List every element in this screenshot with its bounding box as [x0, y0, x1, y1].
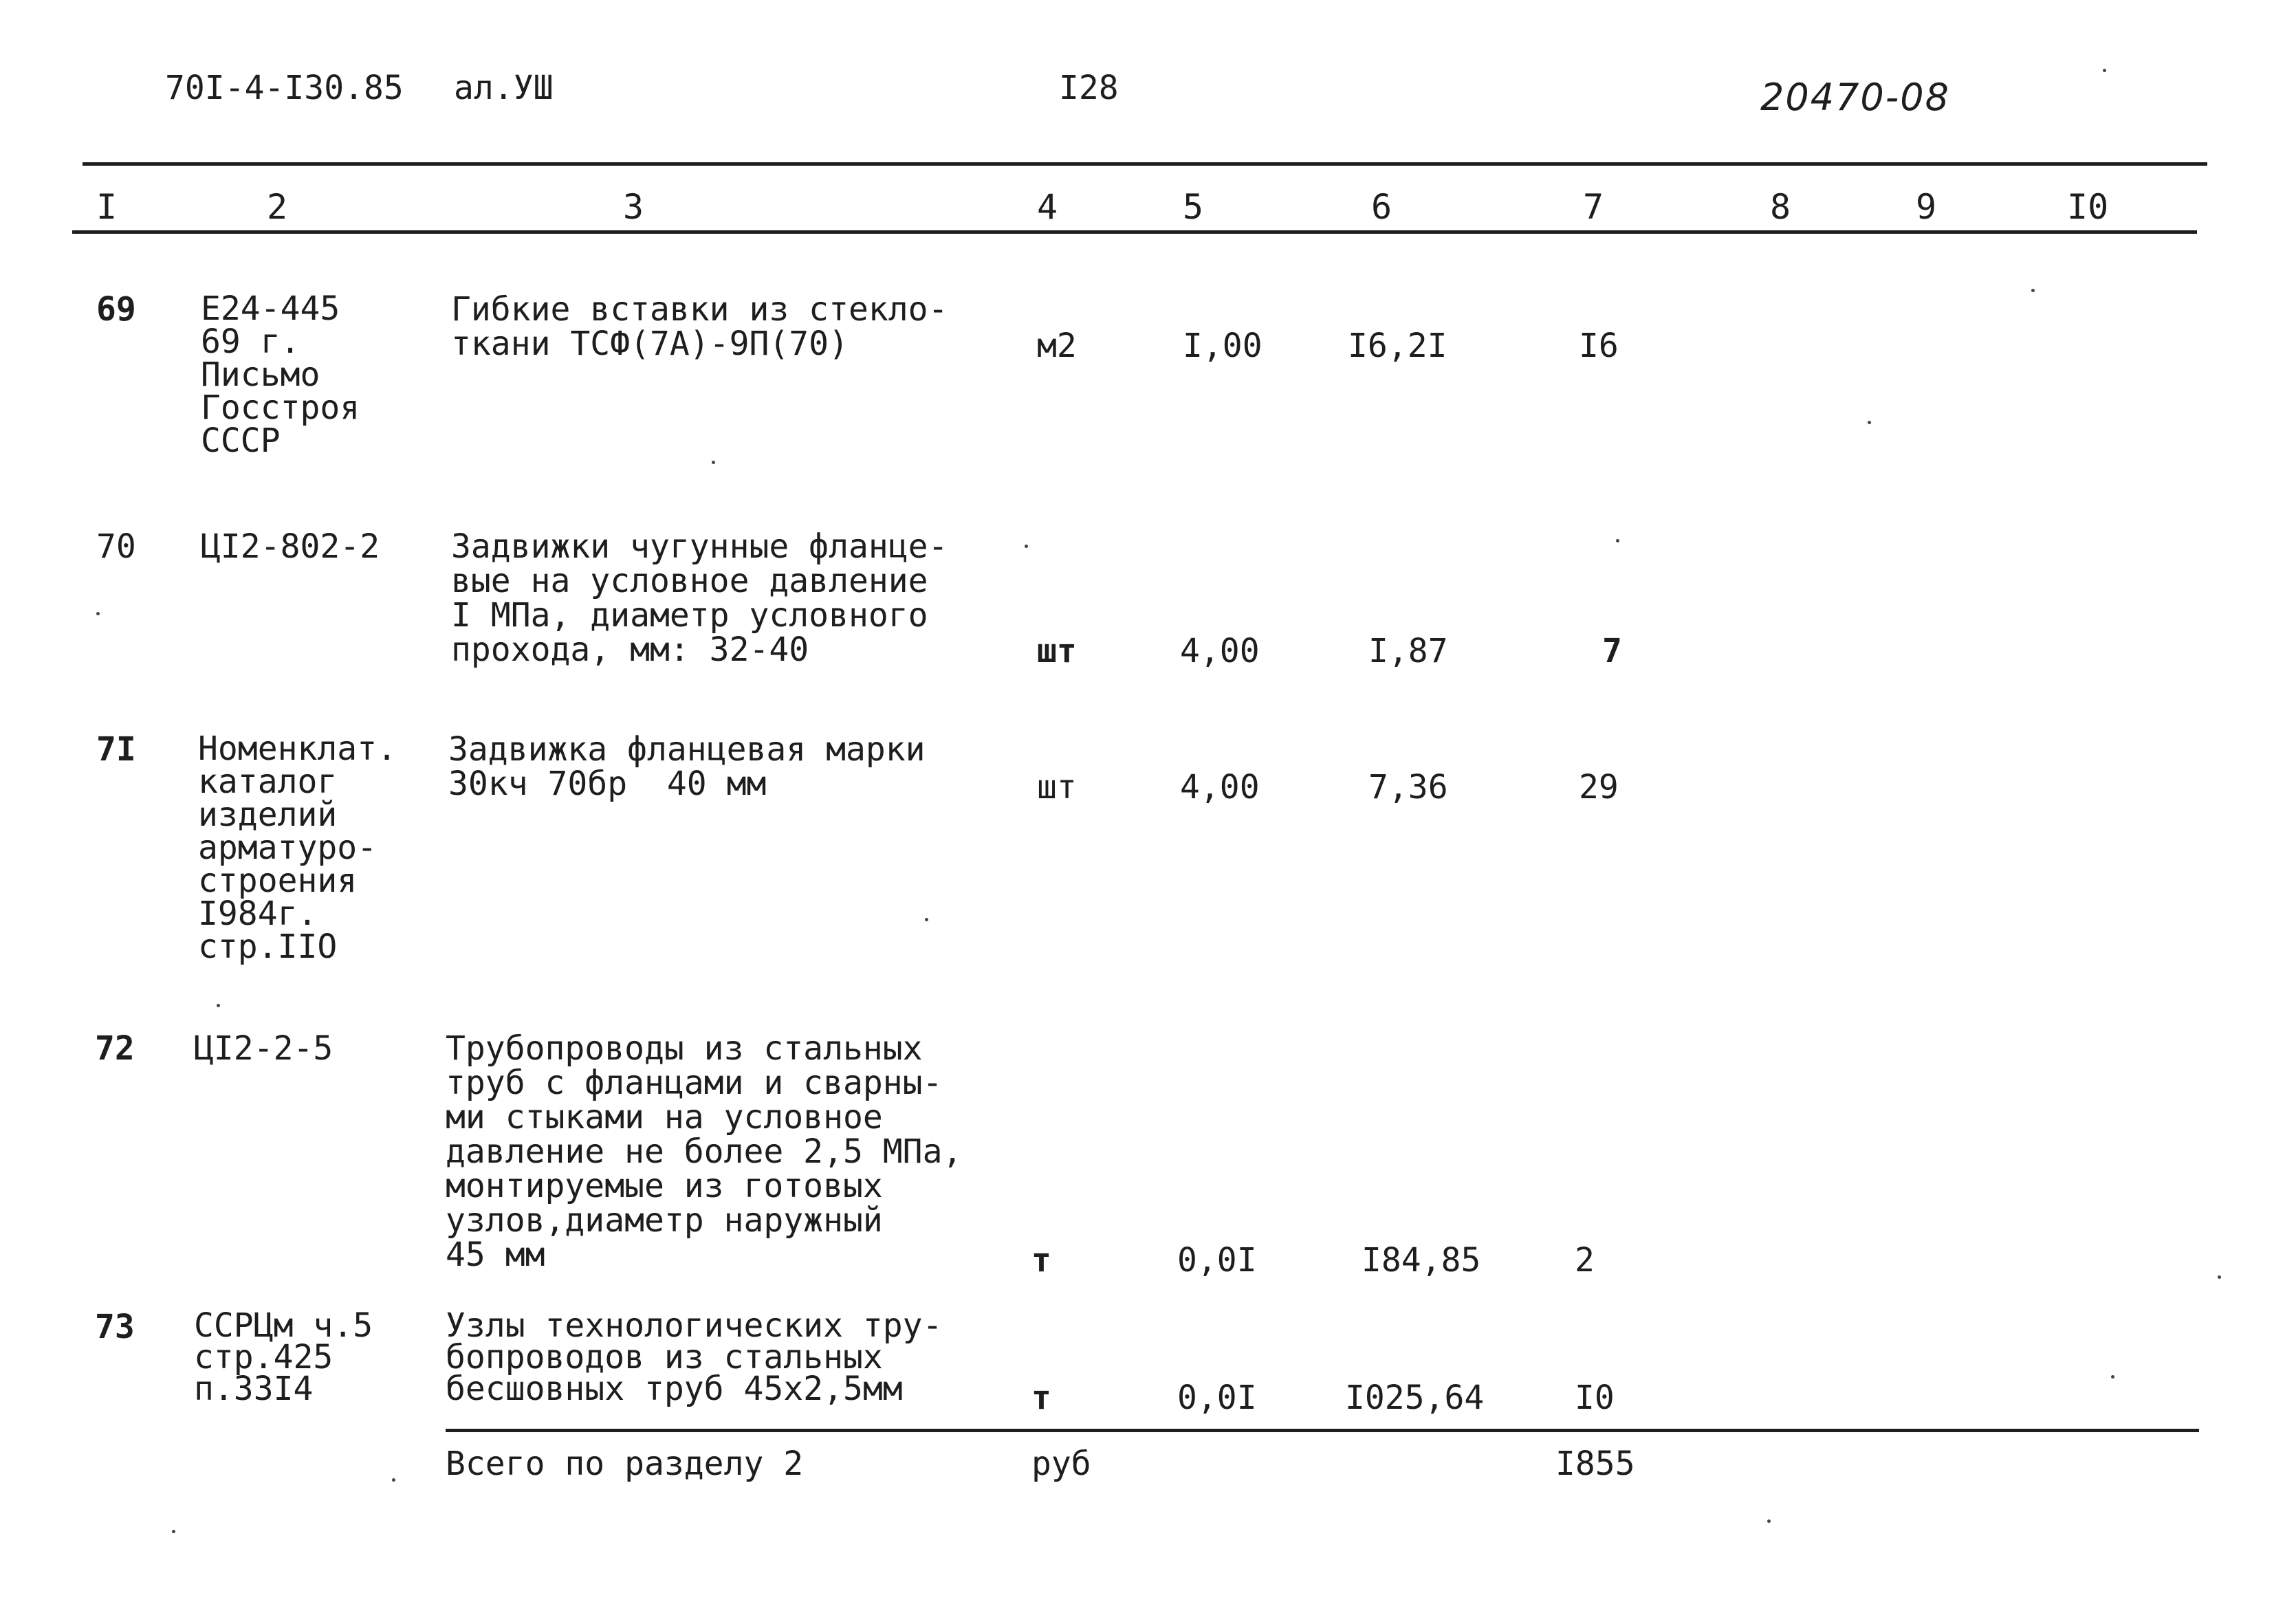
row-total: I6 [1579, 327, 1619, 365]
column-number-8: 8 [1770, 187, 1791, 227]
row-quantity: 4,00 [1180, 632, 1260, 670]
row-quantity: 4,00 [1180, 768, 1260, 806]
scan-speck [1868, 421, 1871, 424]
row-unit: шт [1037, 768, 1077, 806]
scan-speck [96, 612, 100, 615]
header-top-rule [83, 162, 2207, 166]
row-source: Е24-445 69 г. Письмо Госстроя СССР [201, 289, 360, 460]
summary-rule [446, 1429, 2199, 1432]
scan-speck [2111, 1375, 2114, 1379]
row-unit: м2 [1037, 327, 1077, 365]
column-number-9: 9 [1916, 187, 1937, 227]
row-total: I0 [1575, 1379, 1615, 1417]
summary-unit: руб [1031, 1445, 1091, 1483]
column-number-6: 6 [1371, 187, 1392, 227]
scan-speck [217, 1004, 220, 1007]
row-name: Гибкие вставки из стекло- ткани ТСФ(7А)-9П(70) [451, 290, 948, 363]
scan-speck [2103, 69, 2106, 72]
column-number-5: 5 [1183, 187, 1204, 227]
row-total: 2 [1575, 1241, 1595, 1280]
row-unit-price: 7,36 [1368, 768, 1448, 806]
row-source: ЦI2-802-2 [201, 527, 380, 566]
row-unit: т [1031, 1379, 1051, 1417]
scan-speck [2031, 289, 2035, 292]
row-name: Трубопроводы из стальных труб с фланцами и сварны- ми стыками на условное давление не более 2,5 МПа, монтируемые из готовых узлов,диаметр наружный 45 мм [446, 1029, 963, 1274]
column-number-4: 4 [1037, 187, 1058, 227]
row-number: 73 [95, 1308, 135, 1346]
row-source: ЦI2-2-5 [194, 1029, 334, 1068]
scan-speck [712, 461, 715, 464]
row-name: Задвижка фланцевая марки 30кч 70бр 40 мм [448, 730, 926, 803]
row-unit: шт [1037, 632, 1077, 670]
scan-speck [392, 1478, 395, 1482]
scan-speck [1767, 1519, 1771, 1523]
row-quantity: 0,0I [1177, 1241, 1257, 1280]
row-number: 72 [95, 1029, 135, 1068]
summary-label: Всего по разделу 2 [446, 1445, 804, 1483]
row-source: Номенклат. каталог изделий арматуро- строения I984г. стр.IIО [198, 729, 397, 966]
column-number-7: 7 [1583, 187, 1604, 227]
archive-number: 20470-08 [1760, 76, 1950, 119]
row-quantity: I,00 [1183, 327, 1262, 365]
row-name: Узлы технологических тру- бопроводов из стальных бесшовных труб 45х2,5мм [446, 1306, 943, 1408]
scan-speck [1616, 539, 1619, 542]
row-unit-price: I6,2I [1348, 327, 1447, 365]
row-unit: т [1031, 1241, 1051, 1280]
row-quantity: 0,0I [1177, 1379, 1257, 1417]
header-bottom-rule [72, 230, 2197, 234]
row-unit-price: I84,85 [1362, 1241, 1481, 1280]
scan-speck [1025, 545, 1028, 548]
column-number-10: I0 [2067, 187, 2109, 227]
column-number-1: I [96, 187, 118, 227]
document-code: 70I-4-I30.85 [165, 69, 404, 107]
row-number: 69 [96, 290, 136, 329]
scan-speck [172, 1530, 175, 1533]
row-total: 29 [1579, 768, 1619, 806]
row-total: 7 [1602, 632, 1622, 670]
row-name: Задвижки чугунные фланце- вые на условное давление I МПа, диаметр условного прохода, мм: 32-40 [451, 527, 948, 669]
column-number-2: 2 [267, 187, 288, 227]
row-source: ССРЦм ч.5 стр.425 п.33I4 [194, 1306, 373, 1408]
row-number: 7I [96, 730, 136, 769]
scan-speck [2218, 1275, 2221, 1279]
row-unit-price: I,87 [1368, 632, 1448, 670]
page-number: I28 [1059, 69, 1119, 107]
summary-total: I855 [1555, 1445, 1635, 1483]
row-unit-price: I025,64 [1345, 1379, 1485, 1417]
album-label: ал.УШ [454, 69, 554, 107]
column-number-3: 3 [623, 187, 644, 227]
scan-speck [925, 918, 928, 921]
row-number: 70 [96, 527, 136, 566]
